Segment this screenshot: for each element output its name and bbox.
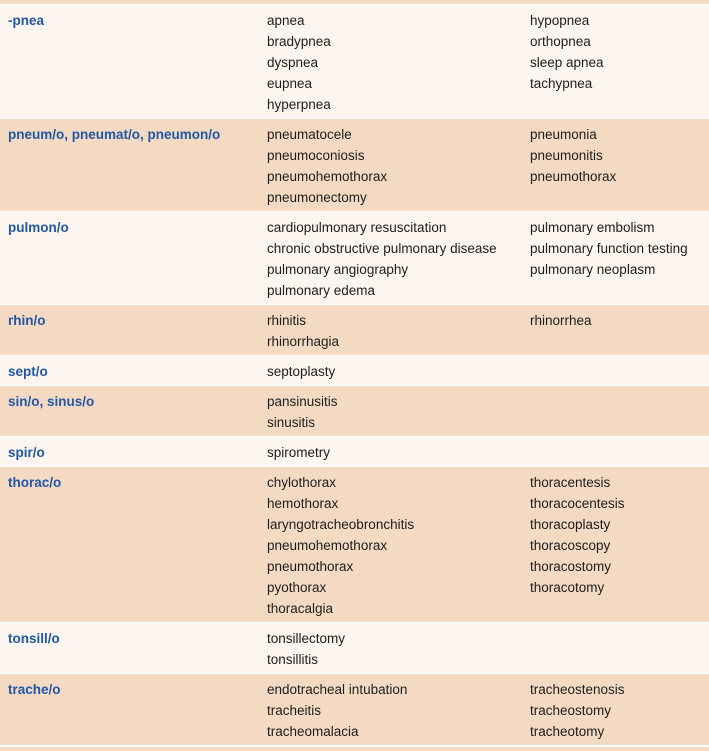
combining-form: thorac/o bbox=[8, 475, 62, 490]
partial-row-top bbox=[0, 0, 709, 4]
term: pulmonary edema bbox=[267, 283, 376, 298]
term-list-col2 bbox=[267, 10, 530, 115]
term: tracheotomy bbox=[530, 724, 605, 739]
term-list-col3 bbox=[530, 361, 709, 382]
combining-form-cell bbox=[0, 310, 267, 352]
term: apnea bbox=[267, 13, 305, 28]
term: septoplasty bbox=[267, 364, 336, 379]
combining-form: rhin/o bbox=[8, 313, 46, 328]
term-list-col2 bbox=[267, 628, 530, 670]
term: pneumothorax bbox=[530, 169, 617, 184]
combining-form-cell bbox=[0, 10, 267, 115]
term: pneumatocele bbox=[267, 127, 352, 142]
combining-form-cell bbox=[0, 124, 267, 208]
term: thoracocentesis bbox=[530, 496, 625, 511]
term: cardiopulmonary resuscitation bbox=[267, 220, 447, 235]
combining-form-cell bbox=[0, 679, 267, 742]
term: laryngotracheobronchitis bbox=[267, 517, 415, 532]
term: rhinitis bbox=[267, 313, 307, 328]
term: pneumohemothorax bbox=[267, 169, 388, 184]
term-list-col2 bbox=[267, 472, 530, 619]
term: thoracentesis bbox=[530, 475, 611, 490]
term: tracheostenosis bbox=[530, 682, 625, 697]
term-list-col2 bbox=[267, 217, 530, 301]
partial-row-bottom bbox=[0, 747, 709, 751]
term: pneumonitis bbox=[530, 148, 603, 163]
term: pneumonia bbox=[530, 127, 597, 142]
term-list-col2 bbox=[267, 124, 530, 208]
combining-form: spir/o bbox=[8, 445, 45, 460]
term: tonsillectomy bbox=[267, 631, 346, 646]
term: thoracoplasty bbox=[530, 517, 611, 532]
table-row bbox=[0, 305, 709, 355]
term: thoracalgia bbox=[267, 601, 334, 616]
term: pulmonary embolism bbox=[530, 220, 655, 235]
combining-form-cell bbox=[0, 628, 267, 670]
term-list-col3 bbox=[530, 10, 709, 115]
combining-form: sept/o bbox=[8, 364, 48, 379]
combining-form-cell bbox=[0, 391, 267, 433]
term: pulmonary function testing bbox=[530, 241, 688, 256]
table-row bbox=[0, 623, 709, 673]
term: bradypnea bbox=[267, 34, 331, 49]
term-list-col3 bbox=[530, 679, 709, 742]
term-list-col2 bbox=[267, 361, 530, 382]
term: tracheitis bbox=[267, 703, 322, 718]
table-row bbox=[0, 674, 709, 745]
table-row bbox=[0, 467, 709, 622]
combining-form-cell bbox=[0, 472, 267, 619]
term: hemothorax bbox=[267, 496, 339, 511]
term-list-col3 bbox=[530, 391, 709, 433]
term: rhinorrhagia bbox=[267, 334, 340, 349]
term-list-col2 bbox=[267, 442, 530, 463]
term-list-col3 bbox=[530, 310, 709, 352]
term: chylothorax bbox=[267, 475, 337, 490]
term-list-col2 bbox=[267, 391, 530, 433]
term: tracheostomy bbox=[530, 703, 612, 718]
combining-form: sin/o, sinus/o bbox=[8, 394, 95, 409]
term: pansinusitis bbox=[267, 394, 338, 409]
term: hyperpnea bbox=[267, 97, 331, 112]
table-row bbox=[0, 119, 709, 211]
table-row bbox=[0, 212, 709, 304]
combining-form-cell bbox=[0, 442, 267, 463]
combining-form: pneum/o, pneumat/o, pneumon/o bbox=[8, 127, 221, 142]
term: endotracheal intubation bbox=[267, 682, 408, 697]
term: pneumonectomy bbox=[267, 190, 367, 205]
table-row bbox=[0, 356, 709, 385]
combining-form: trache/o bbox=[8, 682, 61, 697]
term: pneumohemothorax bbox=[267, 538, 388, 553]
term: orthopnea bbox=[530, 34, 591, 49]
term: pulmonary neoplasm bbox=[530, 262, 656, 277]
term: pyothorax bbox=[267, 580, 327, 595]
term-list-col3 bbox=[530, 124, 709, 208]
table-row bbox=[0, 437, 709, 466]
table-row bbox=[0, 386, 709, 436]
term: tracheomalacia bbox=[267, 724, 359, 739]
term: hypopnea bbox=[530, 13, 590, 28]
term: sleep apnea bbox=[530, 55, 604, 70]
combining-form: tonsill/o bbox=[8, 631, 60, 646]
term: thoracoscopy bbox=[530, 538, 611, 553]
term: tachypnea bbox=[530, 76, 593, 91]
term: spirometry bbox=[267, 445, 331, 460]
term: dyspnea bbox=[267, 55, 319, 70]
term: pneumothorax bbox=[267, 559, 354, 574]
combining-form: -pnea bbox=[8, 13, 45, 28]
term: pulmonary angiography bbox=[267, 262, 409, 277]
table-row bbox=[0, 5, 709, 118]
term: pneumoconiosis bbox=[267, 148, 365, 163]
term: eupnea bbox=[267, 76, 313, 91]
term: chronic obstructive pulmonary disease bbox=[267, 241, 497, 256]
term: thoracotomy bbox=[530, 580, 605, 595]
term: tonsillitis bbox=[267, 652, 319, 667]
term-table bbox=[0, 5, 709, 745]
combining-form-cell bbox=[0, 361, 267, 382]
term-list-col3 bbox=[530, 472, 709, 619]
term: thoracostomy bbox=[530, 559, 612, 574]
term: sinusitis bbox=[267, 415, 316, 430]
term-list-col2 bbox=[267, 679, 530, 742]
combining-form: pulmon/o bbox=[8, 220, 69, 235]
term-list-col3 bbox=[530, 217, 709, 301]
term-list-col3 bbox=[530, 628, 709, 670]
term-list-col3 bbox=[530, 442, 709, 463]
term: rhinorrhea bbox=[530, 313, 592, 328]
term-list-col2 bbox=[267, 310, 530, 352]
combining-form-cell bbox=[0, 217, 267, 301]
